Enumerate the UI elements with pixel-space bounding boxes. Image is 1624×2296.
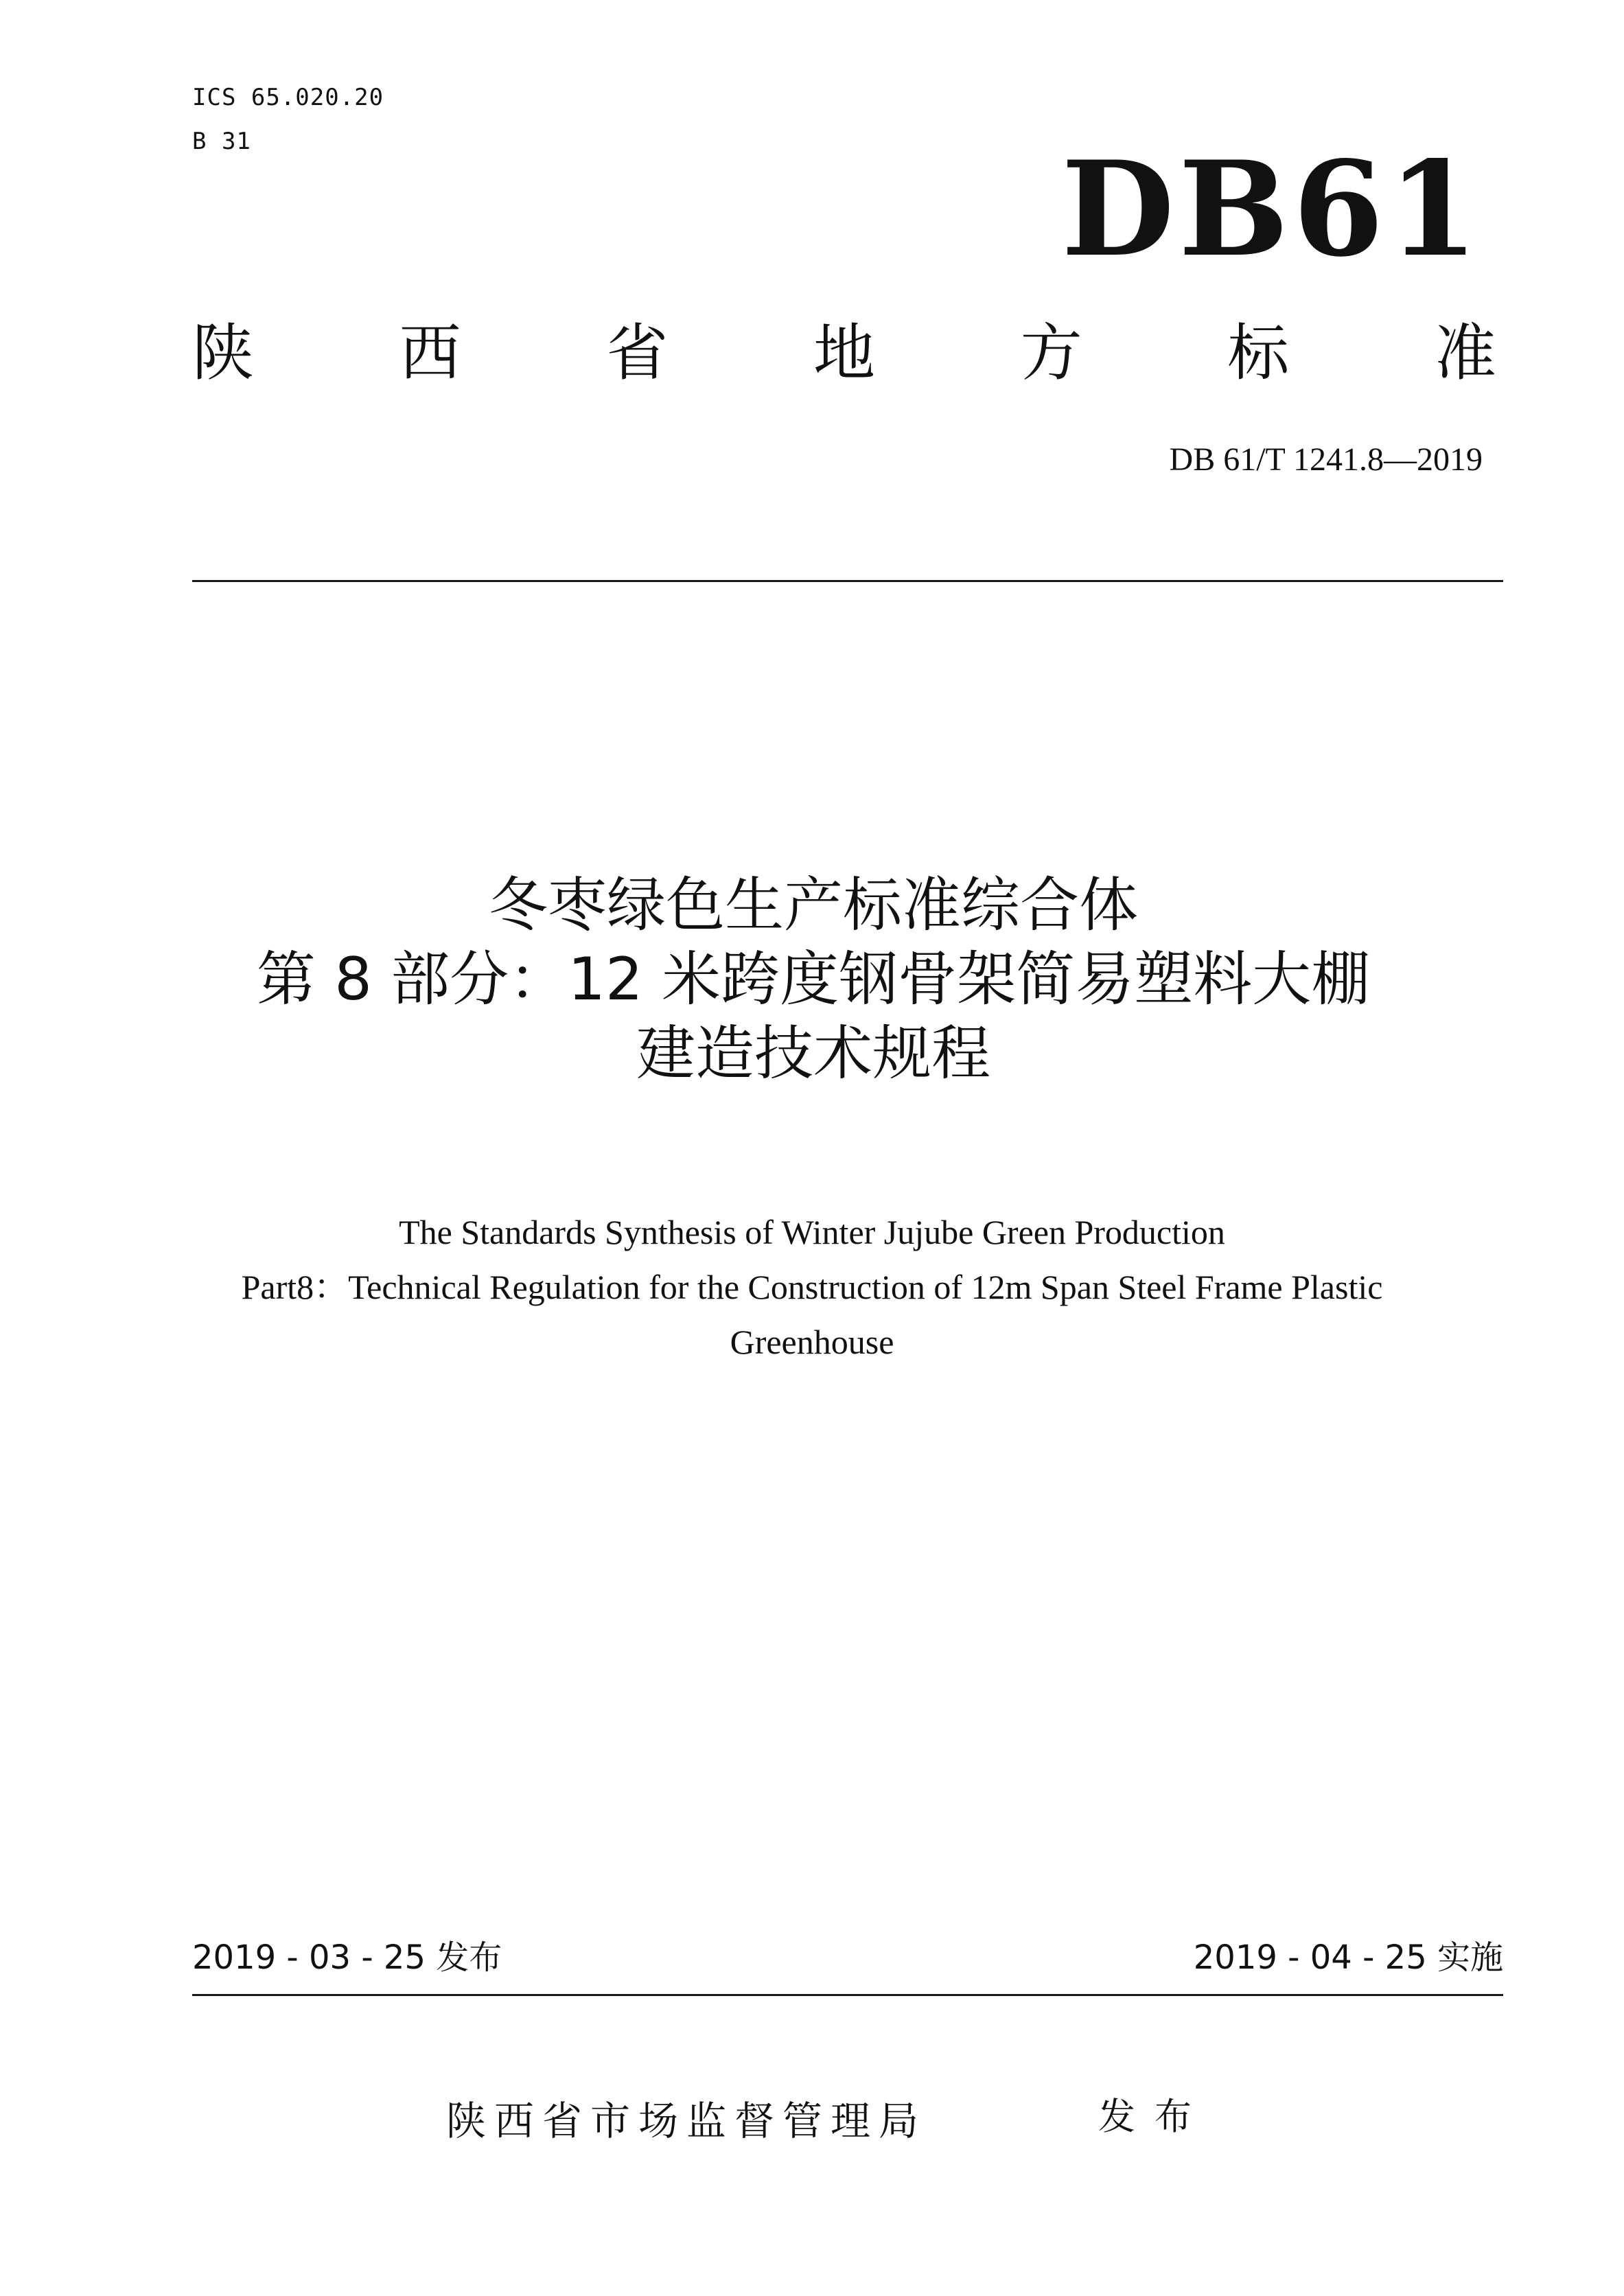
english-title-line: Part8：Technical Regulation for the Construction of 12m Span Steel Frame Plastic <box>241 1268 1383 1306</box>
issue-date: 2019 - 03 - 25 发布 <box>192 1938 502 1977</box>
ccs-code: B 31 <box>192 128 251 155</box>
english-title-line: The Standards Synthesis of Winter Jujube Green Production <box>399 1213 1225 1251</box>
english-title <box>137 1205 1487 1369</box>
issuing-authority: 陕西省市场监督管理局 <box>446 2098 927 2144</box>
chinese-title <box>124 868 1503 1091</box>
bottom-divider <box>192 1994 1503 1996</box>
chinese-title-line: 第 8 部分：12 米跨度钢骨架简易塑料大棚 <box>256 945 1371 1014</box>
chinese-title-line: 建造技术规程 <box>636 1019 990 1088</box>
standard-kind-char: 西 <box>399 317 461 389</box>
standard-kind-char: 方 <box>1020 317 1082 389</box>
issue-label: 发布 <box>1098 2095 1211 2138</box>
standard-number: DB 61/T 1241.8—2019 <box>1169 441 1483 478</box>
chinese-title-line: 冬枣绿色生产标准综合体 <box>489 871 1138 940</box>
standard-kind-char: 地 <box>813 317 875 389</box>
top-divider <box>192 580 1503 582</box>
standard-kind-char: 省 <box>606 317 669 389</box>
standard-kind-char: 标 <box>1227 317 1290 389</box>
ics-code: ICS 65.020.20 <box>192 84 384 111</box>
standard-kind-heading <box>192 316 1496 391</box>
english-title-line: Greenhouse <box>730 1323 894 1361</box>
implementation-date: 2019 - 04 - 25 实施 <box>1193 1938 1503 1977</box>
db61-logo: DB61 <box>1061 132 1483 286</box>
standard-kind-char: 准 <box>1434 317 1496 389</box>
standard-kind-char: 陕 <box>192 317 254 389</box>
